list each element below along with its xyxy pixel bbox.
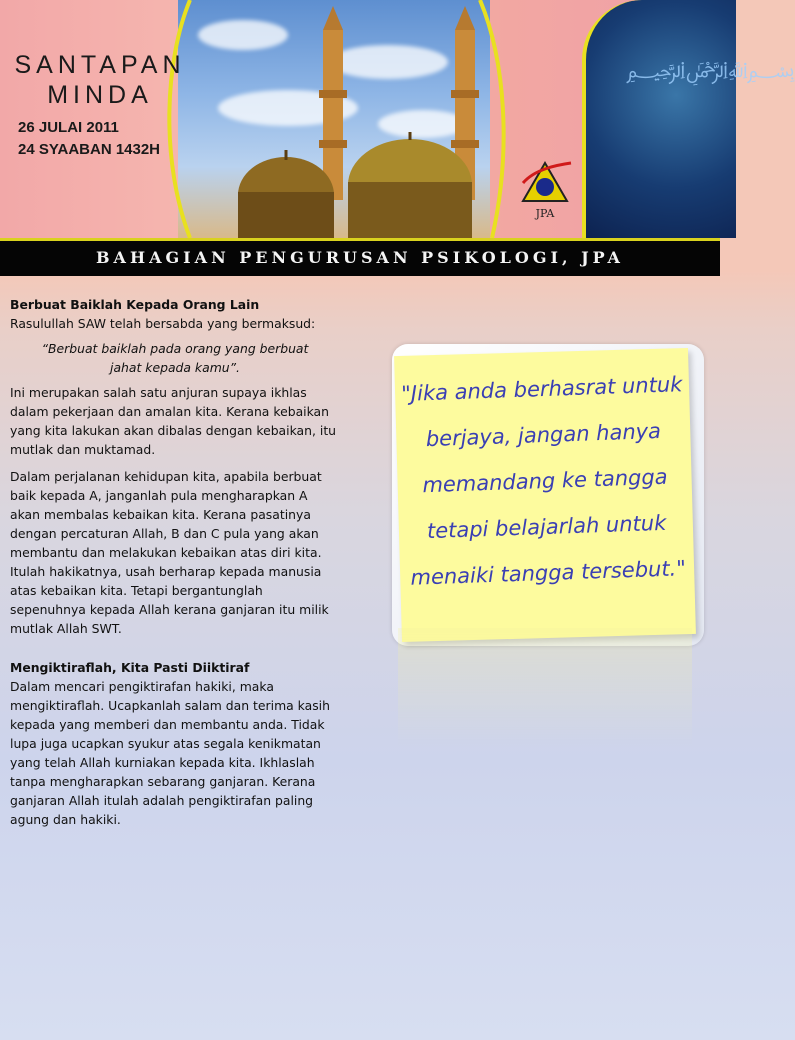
mosque-icon xyxy=(178,0,490,238)
banner-text: BAHAGIAN PENGURUSAN PSIKOLOGI, JPA xyxy=(96,248,624,267)
mosque-photo xyxy=(178,0,490,238)
article2-heading: Mengiktiraflah, Kita Pasti Diiktiraf xyxy=(10,660,250,675)
page-title xyxy=(14,50,186,110)
title-line-1: SANTAPAN xyxy=(14,51,186,79)
header xyxy=(0,0,795,238)
article1-quote: “Berbuat baiklah pada orang yang berbuat jahat kepada kamu”. xyxy=(41,341,309,375)
date-gregorian: 26 JULAI 2011 xyxy=(18,119,119,136)
calligraphy-icon: ﷽ xyxy=(626,58,795,83)
department-banner xyxy=(0,238,720,276)
article-content xyxy=(10,295,340,829)
article1-paragraph-1: Ini merupakan salah satu anjuran supaya ikhlas dalam pekerjaan dan amalan kita. Kerana kebaikan yang kita lakukan akan dibalas dengan kebaikan, itu mutlak dan muktamad. xyxy=(10,385,337,457)
sticky-note-reflection xyxy=(392,648,704,738)
article1-heading: Berbuat Baiklah Kepada Orang Lain xyxy=(10,297,260,312)
sticky-note-text: "Jika anda berhasrat untuk berjaya, jangan hanya memandang ke tangga tetapi belajarlah untuk menaiki tangga tersebut." xyxy=(400,372,687,590)
calligraphy-panel xyxy=(582,0,795,238)
yellow-arc-left xyxy=(150,0,210,238)
logo-text: JPA xyxy=(535,207,555,220)
title-line-2: MINDA xyxy=(47,81,153,109)
article1-paragraph-2: Dalam perjalanan kehidupan kita, apabila berbuat baik kepada A, janganlah pula mengharapkan A akan membalas kebaikan kita. Kerana pasatinya dengan percaturan Allah, B dan C pula yang akan membantu dan melakukan kebaikan atas diri kita. Itulah hakikatnya, usah berharap kepada manusia atas kebaikan kita. Tetapi bergantunglah sepenuhnya kepada Allah kerana ganjaran itu milik mutlak Allah SWT. xyxy=(10,469,329,636)
article1-intro: Rasulullah SAW telah bersabda yang bermaksud: xyxy=(10,316,316,331)
date-hijri: 24 SYAABAN 1432H xyxy=(18,141,161,158)
jpa-logo-icon xyxy=(517,155,573,225)
article2-paragraph-1: Dalam mencari pengiktirafan hakiki, maka mengiktiraflah. Ucapkanlah salam dan terima kasih kepada yang memberi dan membantu anda. Tidak lupa juga ucapkan syukur atas segala kenikmatan yang telah Allah kurniakan kepada kita. Ikhlaslah tanpa mengharapkan sebarang ganjaran. Kerana ganjaran Allah itulah adalah pengiktirafan paling agung dan hakiki. xyxy=(10,679,330,827)
